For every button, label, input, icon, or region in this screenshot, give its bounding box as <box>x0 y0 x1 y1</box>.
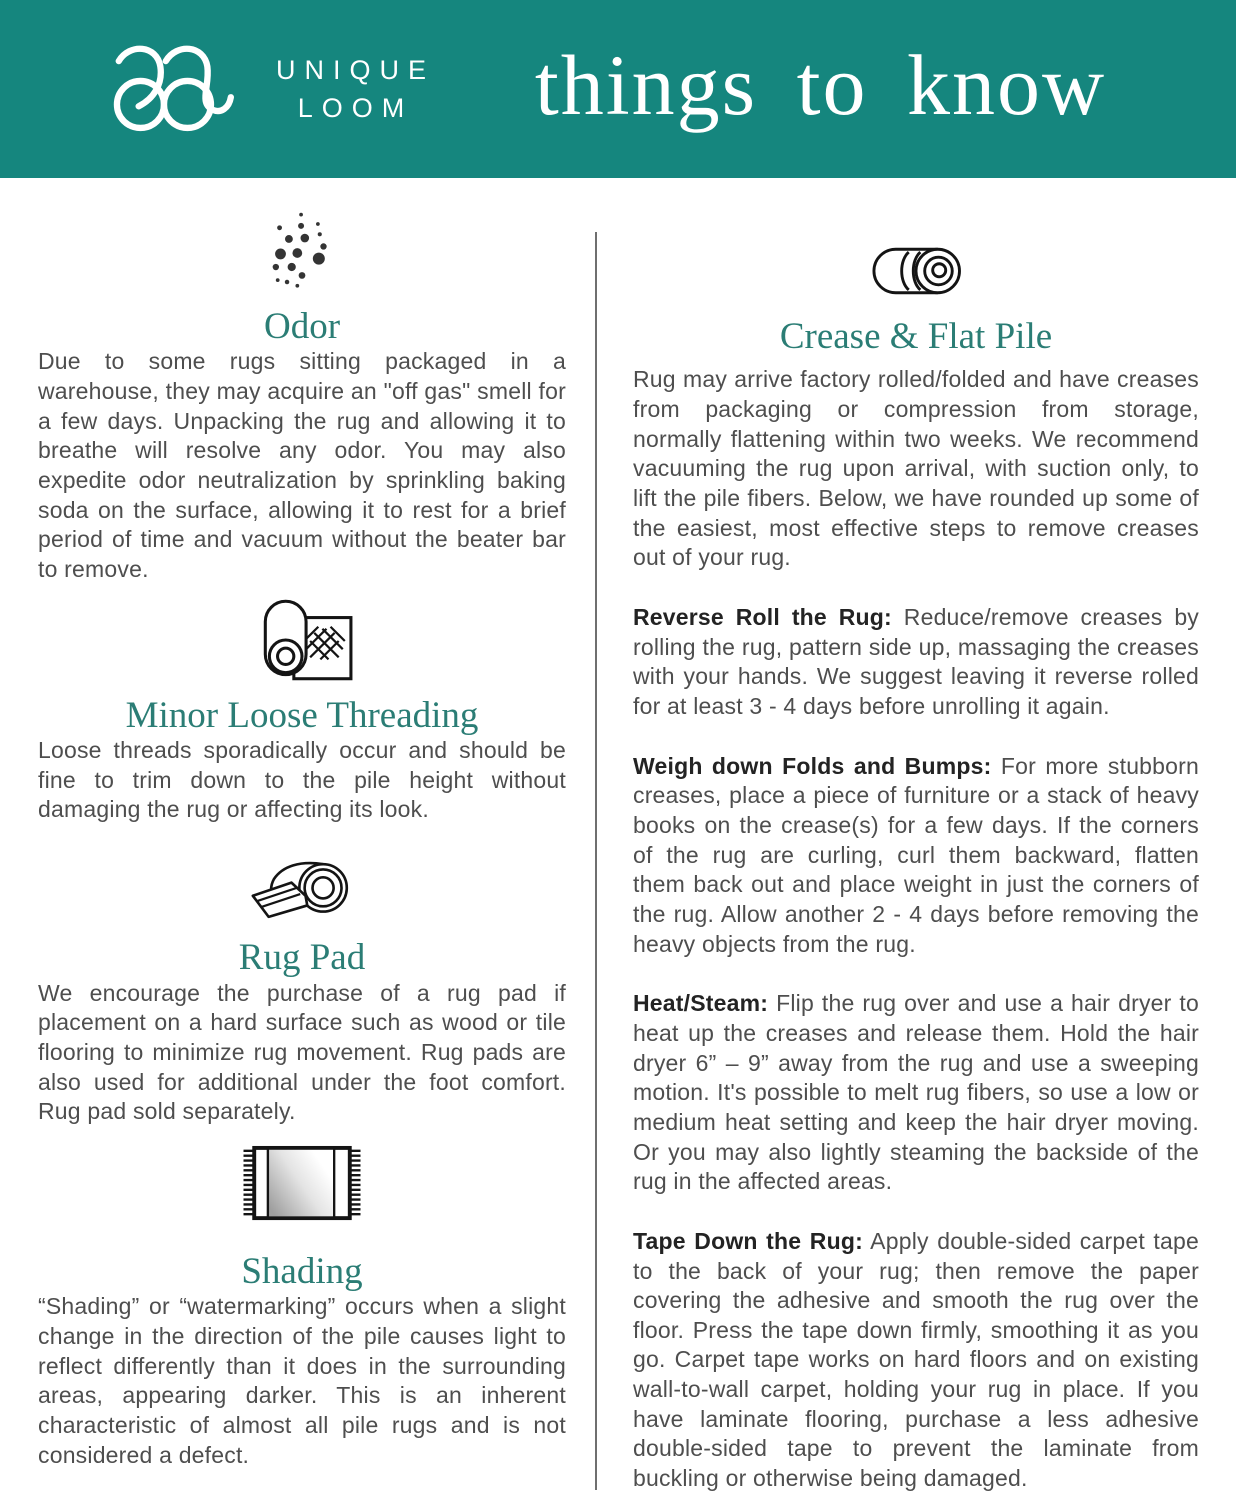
odor-icon <box>264 210 340 296</box>
step-reverse-roll <box>633 603 1199 722</box>
left-column <box>38 178 566 1494</box>
shading-icon <box>241 1145 363 1223</box>
step-heat-steam <box>633 989 1199 1197</box>
step-tape-down-text: Apply double-sided carpet tape to the back of your rug; then remove the paper covering the adhesive and smooth the rug over the floor. Press the tape down firmly, smoothing it as you go. Carpet tape works on hard floors and on existing wall-to-wall carpet, holding your rug in place. If you have laminate flooring, purchase a less adhesive double-sided tape to prevent the laminate from buckling or otherwise being damaged. <box>633 1227 1199 1492</box>
content <box>0 178 1236 1494</box>
step-weigh-down <box>633 752 1199 960</box>
section-crease-flat-pile <box>633 242 1199 1494</box>
step-tape-down-label: Tape Down the Rug: <box>633 1227 863 1254</box>
shading-body-text: “Shading” or “watermarking” occurs when a slight change in the direction of the pile causes light to reflect differently than it does in the surrounding areas, appearing darker. This is an inherent characteristic of almost all pile rugs and is not considered a defect. <box>38 1293 566 1468</box>
section-odor <box>38 210 566 585</box>
rug-pad-icon <box>242 851 362 923</box>
rug-pad-heading: Rug Pad <box>238 937 366 979</box>
odor-body-text: Due to some rugs sitting packaged in a warehouse, they may acquire an "off gas" smell for a few days. Unpacking the rug and allowing it to breathe will resolve any odor. You may also expedite odor neutralization by sprinkling baking soda on the surface, allowing it to rest for a brief period of time and vacuum without the beater bar to remove. <box>38 348 566 583</box>
brand-line2: LOOM <box>297 93 414 123</box>
step-heat-steam-text: Flip the rug over and use a hair dryer to heat up the creases and release them. Hold the hair dryer 6” – 9” away from the rug and use a sweeping motion. It's possible to melt rug fibers, so use a low or medium heat setting and keep the hair dryer moving. Or you may also lightly steaming the backside of the rug in the affected areas. <box>633 990 1200 1195</box>
step-heat-steam-label: Heat/Steam: <box>633 990 769 1017</box>
page-title: things to know <box>534 37 1107 133</box>
brand-line1: UNIQUE <box>276 54 436 85</box>
rug-pad-body-text: We encourage the purchase of a rug pad if placement on a hard surface such as wood or tile flooring to minimize rug movement. Rug pads are also used for additional under the foot comfort. Rug pad sold separately. <box>38 979 566 1125</box>
crease-flat-pile-icon <box>849 242 983 300</box>
section-loose-threading <box>38 595 566 825</box>
loose-threading-heading: Minor Loose Threading <box>125 694 479 736</box>
step-reverse-roll-label: Reverse Roll the Rug: <box>633 604 892 631</box>
step-reverse-roll-text: Reduce/remove creases by rolling the rug, pattern side up, massaging the creases with your hands. We suggest leaving it reverse rolled for at least 3 - 4 days before unrolling it again. <box>633 604 1200 719</box>
odor-heading: Odor <box>263 306 341 347</box>
shading-heading: Shading <box>241 1250 363 1292</box>
loose-threading-icon <box>249 595 355 685</box>
crease-intro-text: Rug may arrive factory rolled/folded and have creases from packaging or compression from storage, normally flattening within two weeks. We recommend vacuuming the rug upon arrival, with suction only, to lift the pile fibers. Below, we have rounded up some of the easiest, most effective steps to remove creases out of your rug. <box>633 366 1199 571</box>
header <box>0 0 1236 178</box>
section-rug-pad <box>38 851 566 1127</box>
loose-threading-body-text: Loose threads sporadically occur and should be fine to trim down to the pile height without damaging the rug or affecting its look. <box>38 737 566 823</box>
brand-name <box>276 51 435 128</box>
step-weigh-down-text: For more stubborn creases, place a piece of furniture or a stack of heavy books on the crease(s) for a few days. If the corners of the rug are curling, curl them backward, flatten them back out and place weight in just the corners of the rug. Allow another 2 - 4 days before removing the heavy objects from the rug. <box>633 752 1200 957</box>
section-shading <box>38 1145 566 1470</box>
right-column <box>633 178 1199 1494</box>
crease-flat-pile-heading: Crease & Flat Pile <box>779 316 1053 357</box>
unique-loom-logo-icon <box>98 43 248 137</box>
column-divider <box>595 232 597 1490</box>
step-weigh-down-label: Weigh down Folds and Bumps: <box>633 752 992 779</box>
step-tape-down <box>633 1227 1199 1494</box>
